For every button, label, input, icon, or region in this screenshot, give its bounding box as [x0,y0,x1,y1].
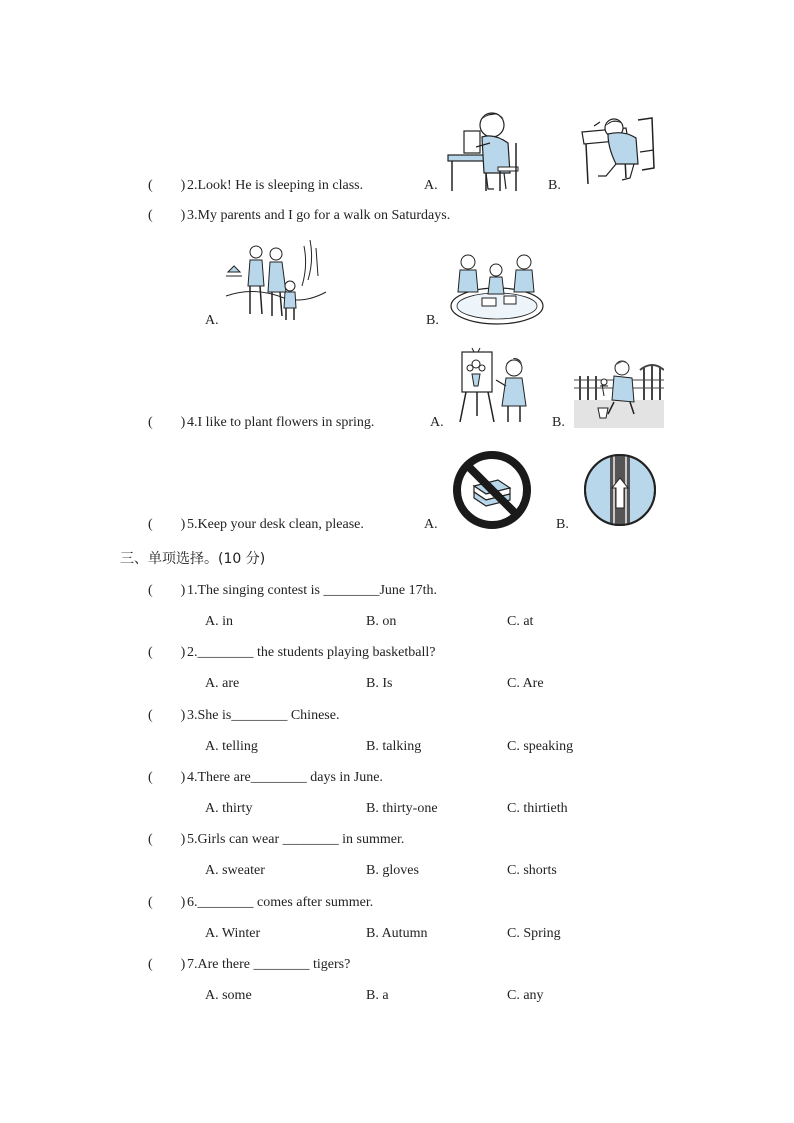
mc-question-3-paren[interactable]: ( ) [148,708,186,723]
mc-question-5-paren[interactable]: ( ) [148,832,186,847]
mc-question-7-option-b[interactable]: B. a [366,988,389,1003]
question-5-option-b-label[interactable]: B. [556,517,569,532]
mc-question-4-option-a[interactable]: A. thirty [205,801,253,816]
question-5-text: 5.Keep your desk clean, please. [187,517,364,532]
section-3-title: 三、单项选择。(10 分) [120,551,266,567]
mc-question-2-paren[interactable]: ( ) [148,645,186,660]
mc-question-6-option-c[interactable]: C. Spring [507,926,561,941]
mc-question-1-option-b[interactable]: B. on [366,614,397,629]
mc-question-5-option-c[interactable]: C. shorts [507,863,557,878]
mc-question-3-text: 3.She is________ Chinese. [187,708,340,723]
mc-question-2-option-c[interactable]: C. Are [507,676,544,691]
question-2-option-b-label[interactable]: B. [548,178,561,193]
mc-question-6-text: 6.________ comes after summer. [187,895,374,910]
question-2-paren[interactable]: ( ) [148,178,186,193]
mc-question-2-text: 2.________ the students playing basketball? [187,645,436,660]
family-walking-picture[interactable] [224,236,328,322]
question-4-text: 4.I like to plant flowers in spring. [187,415,375,430]
question-2-text: 2.Look! He is sleeping in class. [187,178,364,193]
mc-question-4-option-c[interactable]: C. thirtieth [507,801,568,816]
mc-question-7-option-a[interactable]: A. some [205,988,252,1003]
question-4-paren[interactable]: ( ) [148,415,186,430]
mc-question-6-paren[interactable]: ( ) [148,895,186,910]
girl-painting-picture[interactable] [458,346,534,424]
boy-sleeping-at-desk-picture[interactable] [578,112,658,186]
mc-question-6-option-b[interactable]: B. Autumn [366,926,428,941]
mc-question-3-option-c[interactable]: C. speaking [507,739,574,754]
mc-question-4-option-b[interactable]: B. thirty-one [366,801,438,816]
mc-question-1-option-c[interactable]: C. at [507,614,534,629]
question-3-text: 3.My parents and I go for a walk on Saturdays. [187,208,451,223]
mc-question-7-text: 7.Are there ________ tigers? [187,957,351,972]
family-picnic-picture[interactable] [448,248,546,328]
question-3-option-b-label[interactable]: B. [426,313,439,328]
mc-question-4-text: 4.There are________ days in June. [187,770,383,785]
mc-question-7-option-c[interactable]: C. any [507,988,544,1003]
question-3-paren[interactable]: ( ) [148,208,186,223]
mc-question-1-text: 1.The singing contest is ________June 17th. [187,583,438,598]
mc-question-2-option-a[interactable]: A. are [205,676,240,691]
mc-question-4-paren[interactable]: ( ) [148,770,186,785]
question-4-option-b-label[interactable]: B. [552,415,565,430]
question-4-option-a-label[interactable]: A. [430,415,444,430]
boy-reading-picture[interactable] [446,103,522,191]
girl-planting-flowers-picture[interactable] [574,356,664,428]
question-3-option-a-label[interactable]: A. [205,313,219,328]
question-5-paren[interactable]: ( ) [148,517,186,532]
mc-question-1-option-a[interactable]: A. in [205,614,233,629]
no-books-sign-picture[interactable] [452,450,532,530]
mc-question-2-option-b[interactable]: B. Is [366,676,393,691]
one-way-arrow-sign-picture[interactable] [582,452,658,528]
mc-question-1-paren[interactable]: ( ) [148,583,186,598]
mc-question-5-option-b[interactable]: B. gloves [366,863,419,878]
mc-question-6-option-a[interactable]: A. Winter [205,926,261,941]
mc-question-7-paren[interactable]: ( ) [148,957,186,972]
mc-question-3-option-b[interactable]: B. talking [366,739,422,754]
question-5-option-a-label[interactable]: A. [424,517,438,532]
question-2-option-a-label[interactable]: A. [424,178,438,193]
mc-question-3-option-a[interactable]: A. telling [205,739,258,754]
mc-question-5-option-a[interactable]: A. sweater [205,863,265,878]
mc-question-5-text: 5.Girls can wear ________ in summer. [187,832,405,847]
